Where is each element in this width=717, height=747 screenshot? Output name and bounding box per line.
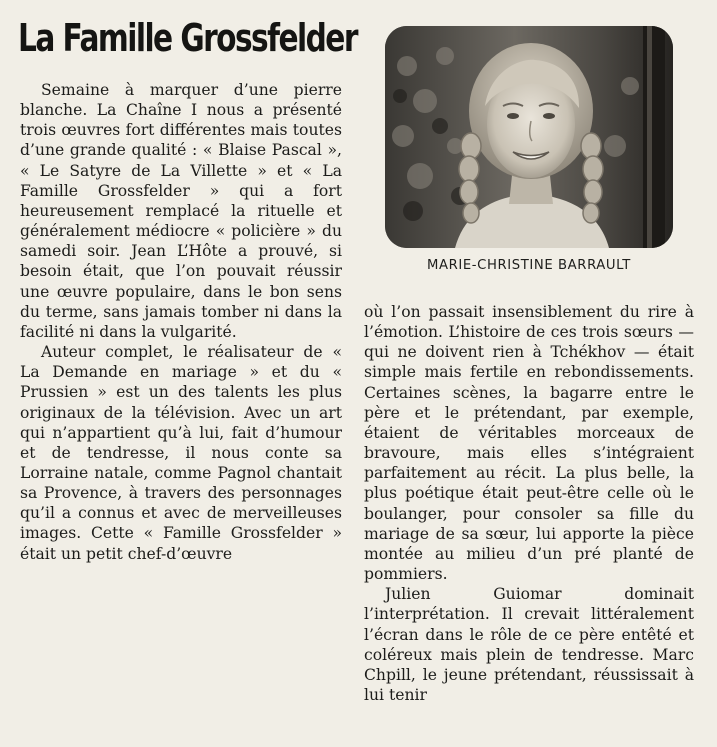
- paragraph-4: Julien Guiomar dominait l’interprétation. Il crevait littéralement l’écran dans le rôle de ce père entêté et coléreux mais plein de tendresse. Marc Chpill, le jeune prétendant, réussissait à lui tenir: [364, 585, 694, 704]
- article-headline: La Famille Grossfelder: [18, 16, 357, 60]
- paragraph-2: Auteur complet, le réalisateur de « La Demande en mariage » et du « Prussien » est un des talents les plus originaux de la télévision. Avec un art qui n’appartient qu’à lui, fait d’humour et de tendresse, il nous conte sa Lorraine natale, comme Pagnol chantait sa Provence, à travers des personnages qu’il a connus et avec de merveilleuses images. Cette « Famille Grossfelder » était un petit chef-d’œuvre: [20, 343, 342, 563]
- paragraph-1: Semaine à marquer d’une pierre blanche. La Chaîne I nous a présenté trois œuvres fort différentes mais toutes d’une grande qualité : « Blaise Pascal », « Le Satyre de La Villette » et « La Famille Grossfelder » qui a fort heureusement remplacé la rituelle et généralement médiocre « policière » du samedi soir. Jean L’Hôte a prouvé, si besoin était, que l’on pouvait réussir une œuvre populaire, dans le bon sens du terme, sans jamais tomber ni dans la facilité ni dans la vulgarité.: [20, 81, 342, 341]
- photo-caption: MARIE-CHRISTINE BARRAULT: [427, 258, 631, 273]
- article-column-right: [364, 302, 694, 705]
- article-column-left: [20, 80, 342, 564]
- paragraph-3: où l’on passait insensiblement du rire à l’émotion. L’histoire de ces trois sœurs — qui ne doivent rien à Tchékhov — était simple mais fertile en rebondissements. Certaines scènes, la bagarre entre le père et le prétendant, par exemple, étaient de véritables morceaux de bravoure, mais elles s’intégraient parfaitement au récit. La plus belle, la plus poétique était peut-être celle où le boulanger, pour consoler sa fille du mariage de sa sœur, lui apporte la pièce montée au milieu d’un pré planté de pommiers.: [364, 303, 694, 584]
- portrait-photo: [385, 26, 673, 248]
